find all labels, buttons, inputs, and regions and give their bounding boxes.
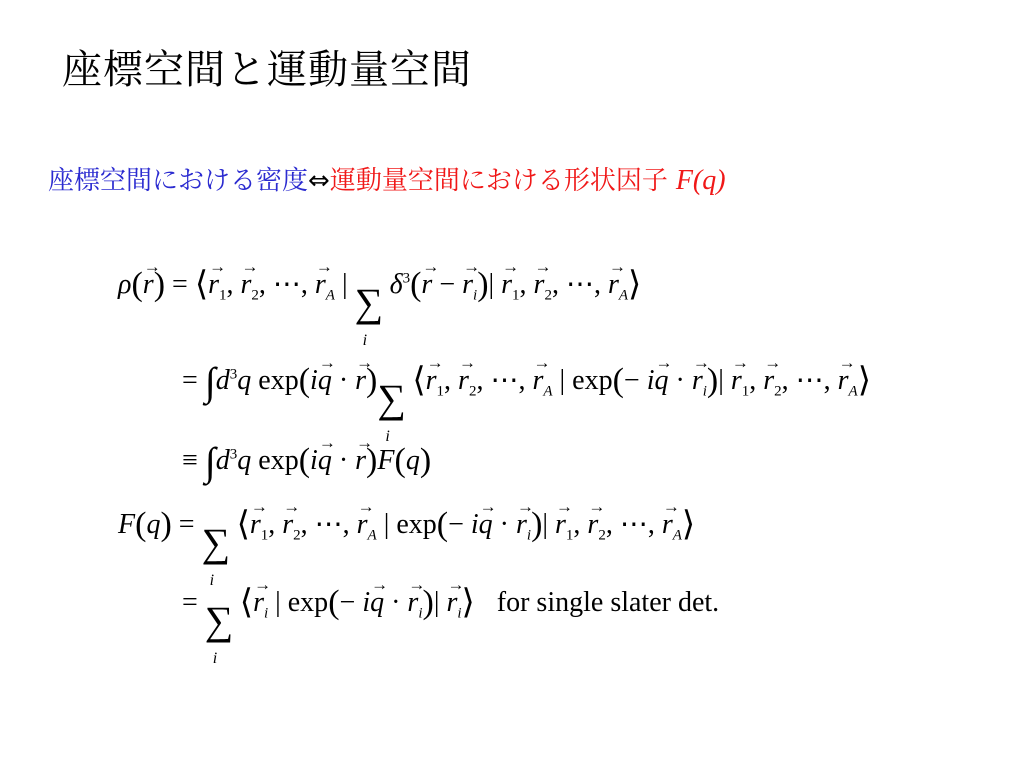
sum-index: i [362, 332, 368, 349]
equation-density-definition: ≡ $\int d^3q$ exp(i→ q · → r)F(q) [182, 442, 431, 482]
equation-form-factor-single-slater: = ∑ i ⟨→ $r_i$ | exp(− i→ q · → $r_i)|$ → $r_i⟩$ for single slater det. [182, 586, 719, 620]
sum-index: i [212, 650, 218, 667]
equation-density: ρ(→ r) = ⟨→ $r_1$, → $r_2$, ⋯, → $r_A$ | ∑ i $\delta^3(\to r$ − → $r_i)| \to r_1$, → $r_2$, ⋯, → $r_A⟩$ [118, 268, 641, 302]
single-slater-note: for single slater det. [496, 587, 720, 618]
subtitle-form-factor: F(q) [675, 165, 726, 196]
subtitle-momentum-text: 運動量空間における形状因子 [329, 166, 668, 196]
sum-index: i [385, 428, 390, 445]
equation-density-fourier: = $\int d^3q$ exp(i→ q · → r) ∑ i ⟨→ $r_1$, → $r_2$, ⋯, → $r_A$ | exp(− i→ q · → $r_i)| \to r_1$, → $r_2$, ⋯, → $r_A⟩$ [182, 362, 871, 402]
equation-form-factor: F(q) = ∑ i ⟨→ $r_1$, → $r_2$, ⋯, → $r_A$ | exp(− i→ q · → $r_i)| \to r_1$, → $r_2$, ⋯, → $r_A⟩$ [118, 508, 695, 542]
subtitle-coordinate-text: 座標空間における密度 [48, 166, 309, 196]
subtitle-arrow: ⇔ [308, 166, 330, 196]
sum-index: i [209, 572, 215, 589]
slide-title: 座標空間と運動量空間 [62, 47, 472, 93]
subtitle [48, 160, 726, 197]
